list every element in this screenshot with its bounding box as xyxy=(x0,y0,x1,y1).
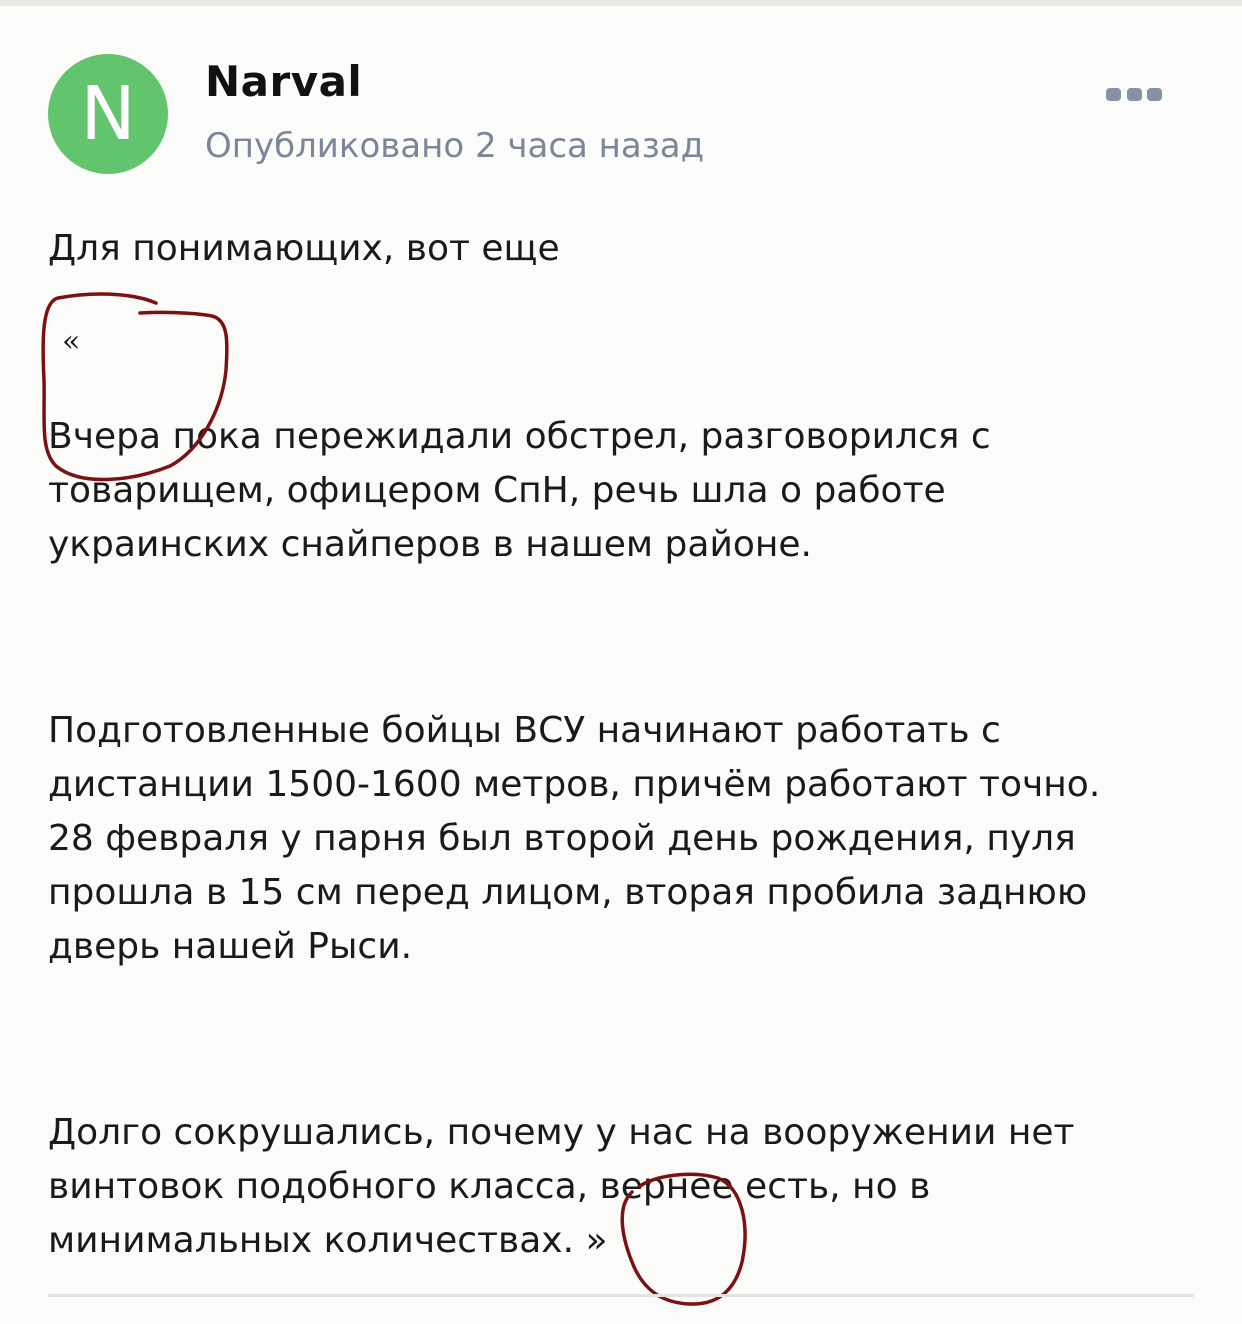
paragraph-line: минимальных количествах. » xyxy=(48,1220,608,1261)
dot xyxy=(1127,88,1142,101)
paragraph-line: 28 февраля у парня был второй день рождения, пуля xyxy=(48,818,1076,859)
post-paragraph-2 xyxy=(48,704,1208,974)
published-time: Опубликовано 2 часа назад xyxy=(205,126,705,166)
dot xyxy=(1106,88,1121,101)
post-intro: Для понимающих, вот еще xyxy=(48,228,560,269)
avatar[interactable]: N xyxy=(48,54,168,174)
paragraph-line: Долго сокрушались, почему у нас на вооружении нет xyxy=(48,1112,1075,1153)
post-paragraph-1 xyxy=(48,410,1208,572)
paragraph-line: Подготовленные бойцы ВСУ начинают работать с xyxy=(48,710,1001,751)
paragraph-line: товарищем, офицером СпН, речь шла о работе xyxy=(48,470,946,511)
post-paragraph-3 xyxy=(48,1106,1208,1268)
paragraph-line: прошла в 15 см перед лицом, вторая пробила заднюю xyxy=(48,872,1088,913)
paragraph-line: дверь нашей Рыси. xyxy=(48,926,413,967)
author-name[interactable]: Narval xyxy=(205,57,363,106)
top-strip xyxy=(0,0,1242,6)
quote-open-mark: « xyxy=(62,324,81,359)
paragraph-line: Вчера пока пережидали обстрел, разговорился с xyxy=(48,416,991,457)
dot xyxy=(1147,88,1162,101)
paragraph-line: украинских снайперов в нашем районе. xyxy=(48,524,812,565)
post-divider xyxy=(48,1294,1194,1297)
more-dots-icon[interactable] xyxy=(1106,84,1162,104)
paragraph-line: дистанции 1500-1600 метров, причём работают точно. xyxy=(48,764,1101,805)
paragraph-line: винтовок подобного класса, вернее есть, но в xyxy=(48,1166,931,1207)
